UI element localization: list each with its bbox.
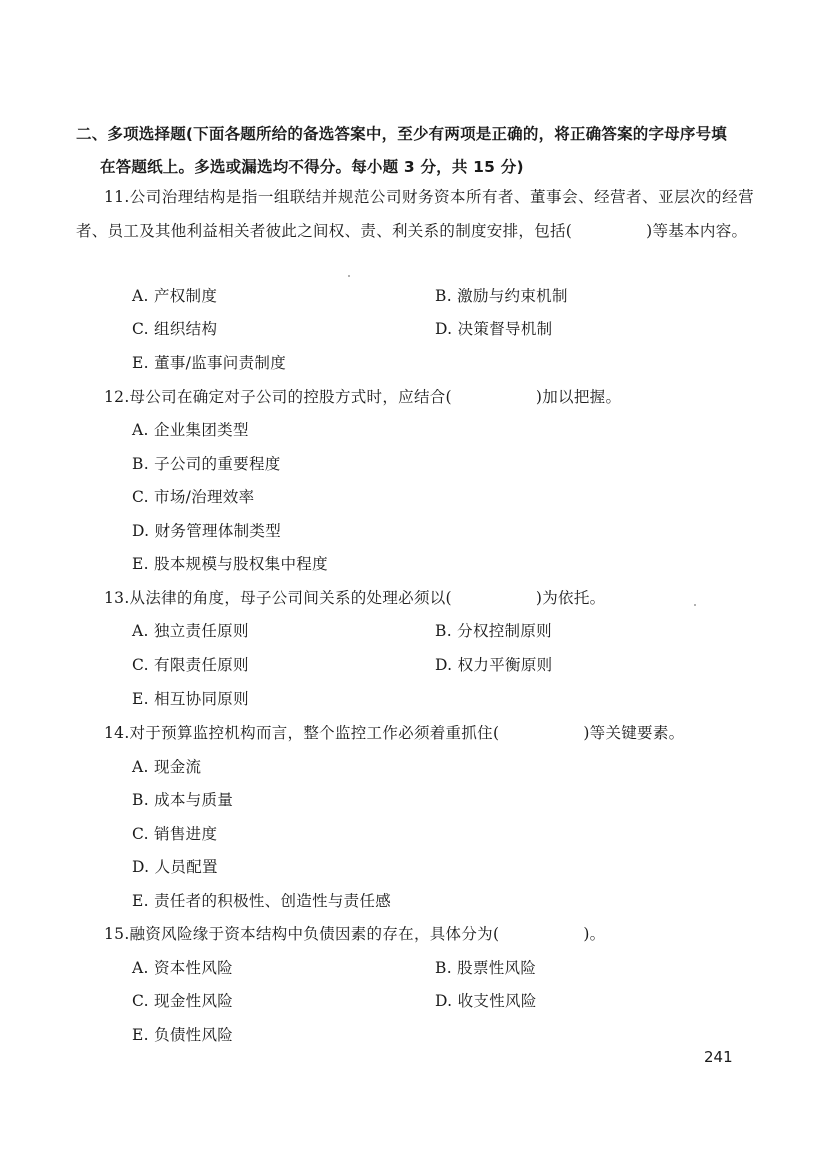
option-b: B. 子公司的重要程度 bbox=[132, 455, 281, 473]
question-stem: 13.从法律的角度，母子公司间关系的处理必须以( )为依托。 bbox=[104, 589, 606, 607]
option-c: C. 组织结构 bbox=[132, 320, 218, 338]
section-heading-line-1: 二、多项选择题(下面各题所给的备选答案中，至少有两项是正确的，将正确答案的字母序号填 bbox=[76, 125, 727, 143]
option-a: A. 企业集团类型 bbox=[132, 421, 249, 439]
section-heading bbox=[76, 118, 756, 184]
question-14 bbox=[76, 717, 754, 751]
option-e: E. 负债性风险 bbox=[132, 1026, 234, 1044]
option-b: B. 分权控制原则 bbox=[435, 622, 552, 640]
option-e: E. 相互协同原则 bbox=[132, 690, 249, 708]
option-c: C. 销售进度 bbox=[132, 825, 218, 843]
option-b: B. 股票性风险 bbox=[435, 959, 537, 977]
option-a: A. 产权制度 bbox=[132, 287, 218, 305]
option-c: C. 有限责任原则 bbox=[132, 656, 249, 674]
option-a: A. 现金流 bbox=[132, 758, 202, 776]
question-15 bbox=[76, 918, 754, 952]
option-c: C. 现金性风险 bbox=[132, 992, 234, 1010]
option-d: D. 收支性风险 bbox=[435, 992, 537, 1010]
option-a: A. 独立责任原则 bbox=[132, 622, 249, 640]
option-e: E. 股本规模与股权集中程度 bbox=[132, 555, 328, 573]
option-b: B. 成本与质量 bbox=[132, 791, 234, 809]
question-stem: 15.融资风险缘于资本结构中负债因素的存在，具体分为( )。 bbox=[104, 925, 606, 943]
page-number: 241 bbox=[704, 1048, 733, 1066]
section-heading-line-2: 在答题纸上。多选或漏选均不得分。每小题 3 分，共 15 分) bbox=[100, 158, 524, 176]
question-stem: 14.对于预算监控机构而言，整个监控工作必须着重抓住( )等关键要素。 bbox=[104, 724, 685, 742]
option-b: B. 激励与约束机制 bbox=[435, 287, 568, 305]
question-11 bbox=[76, 181, 754, 248]
option-d: D. 权力平衡原则 bbox=[435, 656, 553, 674]
option-c: C. 市场/治理效率 bbox=[132, 488, 255, 506]
option-a: A. 资本性风险 bbox=[132, 959, 233, 977]
option-d: D. 决策督导机制 bbox=[435, 320, 553, 338]
scan-speck bbox=[694, 604, 696, 606]
option-d: D. 财务管理体制类型 bbox=[132, 522, 282, 540]
question-13 bbox=[76, 582, 754, 616]
option-e: E. 董事/监事问责制度 bbox=[132, 354, 286, 372]
question-stem: 12.母公司在确定对子公司的控股方式时，应结合( )加以把握。 bbox=[104, 388, 622, 406]
question-12 bbox=[76, 381, 754, 415]
question-stem: 11.公司治理结构是指一组联结并规范公司财务资本所有者、董事会、经营者、亚层次的经营者、员工及其他利益相关者彼此之间权、责、利关系的制度安排，包括( )等基本内容。 bbox=[76, 188, 754, 240]
scan-speck bbox=[348, 275, 350, 277]
option-e: E. 责任者的积极性、创造性与责任感 bbox=[132, 892, 392, 910]
option-d: D. 人员配置 bbox=[132, 858, 218, 876]
